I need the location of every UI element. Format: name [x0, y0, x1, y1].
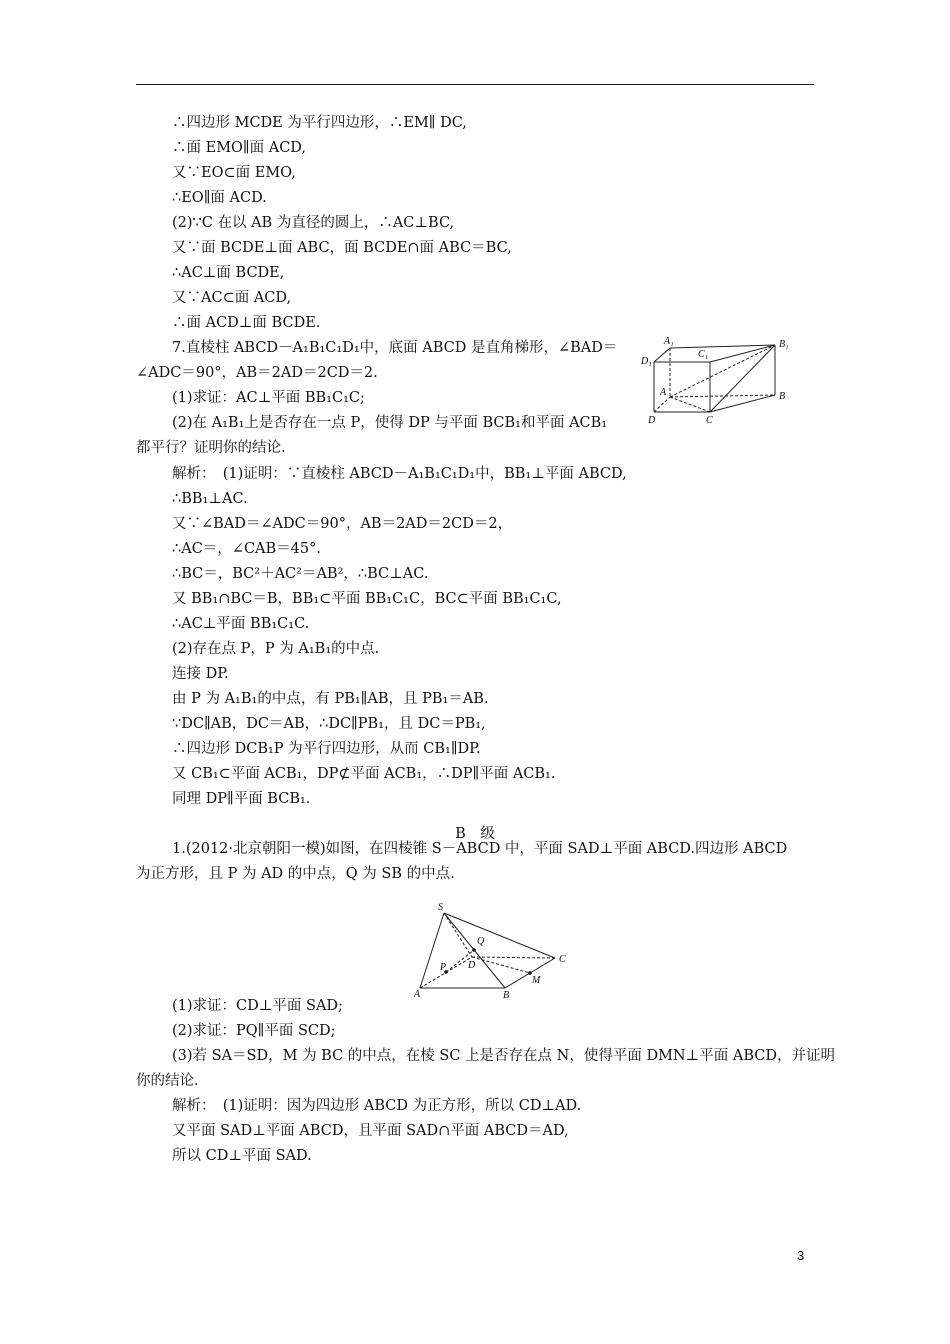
pyramid-figure [410, 900, 580, 1000]
text-line: 又∵AC⊂面 ACD, [172, 290, 292, 306]
label-S: S [438, 902, 443, 913]
text-line: 同理 DP∥平面 BCB₁. [172, 791, 311, 807]
text-line: (3)若 SA＝SD，M 为 BC 的中点，在棱 SC 上是否存在点 N，使得平面 DMN⊥平面 ABCD，并证明 [172, 1048, 835, 1064]
text-line: (2)在 A₁B₁上是否存在一点 P，使得 DP 与平面 BCB₁和平面 ACB₁ [172, 415, 608, 431]
label-A-pyr: A [414, 989, 421, 1000]
text-line: 所以 CD⊥平面 SAD. [172, 1148, 312, 1164]
text-line: 你的结论. [136, 1073, 199, 1089]
label-A: A [660, 387, 667, 398]
text-line: ∴BB₁⊥AC. [172, 491, 248, 507]
label-P: P [440, 962, 447, 973]
label-C-pyr: C [559, 954, 566, 965]
page-number: 3 [797, 1248, 805, 1263]
text-line: ∴EO∥面 ACD. [172, 190, 267, 206]
text-line: 又∵∠BAD＝∠ADC＝90°，AB＝2AD＝2CD＝2， [172, 516, 513, 532]
text-line: ∴面 ACD⊥面 BCDE. [172, 315, 321, 331]
text-line: ∴四边形 DCB₁P 为平行四边形，从而 CB₁∥DP. [172, 741, 481, 757]
text-line: (2)∵C 在以 AB 为直径的圆上，∴AC⊥BC, [172, 215, 455, 231]
text-line: 都平行？证明你的结论. [136, 440, 286, 456]
label-D1: D₁ [641, 356, 652, 367]
label-D: D [648, 415, 656, 426]
label-B-pyr: B [503, 990, 510, 1000]
text-line: (2)存在点 P，P 为 A₁B₁的中点. [172, 641, 380, 657]
label-M: M [532, 975, 541, 986]
label-C: C [706, 415, 713, 426]
label-C1: C₁ [698, 349, 709, 360]
text-line: 由 P 为 A₁B₁的中点，有 PB₁∥AB，且 PB₁＝AB. [172, 691, 489, 707]
label-B1: B₁ [779, 339, 789, 350]
text-line: 又平面 SAD⊥平面 ABCD，且平面 SAD∩平面 ABCD＝AD, [172, 1123, 569, 1139]
text-line: (2)求证：PQ∥平面 SCD; [172, 1023, 336, 1039]
text-line: ∠ADC＝90°，AB＝2AD＝2CD＝2. [136, 365, 378, 381]
text-line: ∴AC⊥平面 BB₁C₁C. [172, 616, 310, 632]
section-title: B 级 [455, 826, 495, 842]
text-line: ∴AC⊥面 BCDE, [172, 265, 285, 281]
text-line: 解析： (1)证明：∵直棱柱 ABCD－A₁B₁C₁D₁中，BB₁⊥平面 ABCD, [172, 466, 627, 482]
text-line: (1)求证：CD⊥平面 SAD; [172, 998, 343, 1014]
text-line: 解析： (1)证明：因为四边形 ABCD 为正方形，所以 CD⊥AD. [172, 1098, 582, 1114]
text-line: 又 CB₁⊂平面 ACB₁，DP⊄平面 ACB₁，∴DP∥平面 ACB₁. [172, 766, 556, 782]
text-line: (1)求证：AC⊥平面 BB₁C₁C; [172, 390, 365, 406]
label-Q: Q [477, 936, 485, 947]
text-line: ∴面 EMO∥面 ACD, [172, 140, 307, 156]
text-line: 又∵EO⊂面 EMO, [172, 165, 296, 181]
header-rule [136, 84, 814, 85]
text-line: 又∵面 BCDE⊥面 ABC，面 BCDE∩面 ABC＝BC, [172, 240, 512, 256]
text-line: ∵DC∥AB，DC＝AB，∴DC∥PB₁，且 DC＝PB₁, [172, 716, 486, 732]
text-line: 7.直棱柱 ABCD－A₁B₁C₁D₁中，底面 ABCD 是直角梯形，∠BAD＝ [172, 340, 618, 356]
text-line: 为正方形，且 P 为 AD 的中点，Q 为 SB 的中点. [136, 866, 455, 882]
text-line: 又 BB₁∩BC＝B，BB₁⊂平面 BB₁C₁C，BC⊂平面 BB₁C₁C, [172, 591, 562, 607]
text-line: 连接 DP. [172, 666, 229, 682]
label-D-pyr: D [468, 960, 476, 971]
text-line: ∴AC＝，∠CAB＝45°. [172, 541, 321, 557]
text-line: ∴BC＝，BC²＋AC²＝AB²，∴BC⊥AC. [172, 566, 429, 582]
label-B: B [779, 391, 786, 402]
text-line: ∴四边形 MCDE 为平行四边形，∴EM∥ DC, [172, 115, 467, 131]
prism-figure [640, 335, 800, 430]
label-A1: A₁ [664, 336, 674, 347]
text-line: 1.(2012·北京朝阳一模)如图，在四棱锥 S－ABCD 中，平面 SAD⊥平面 ABCD.四边形 ABCD [172, 841, 788, 857]
